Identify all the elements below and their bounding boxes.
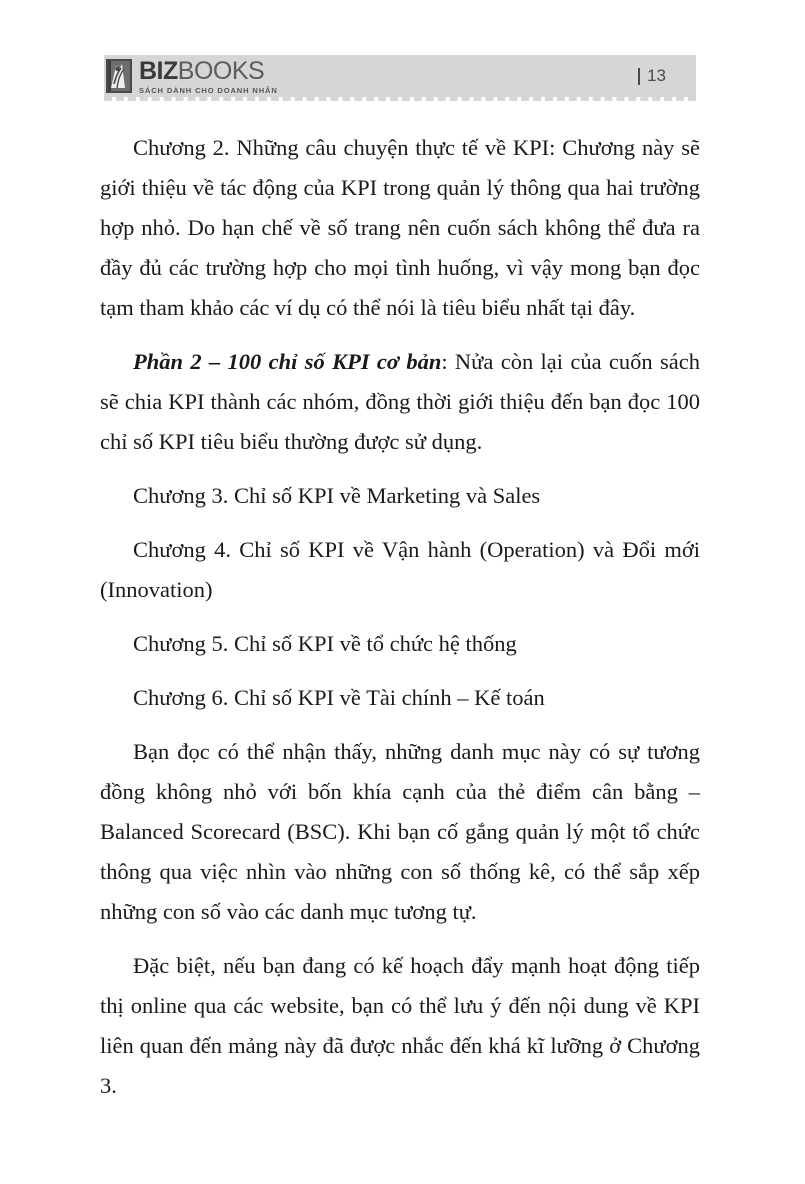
page-header-band [104,55,696,97]
page-number [638,66,696,86]
paragraph-ban-doc: Bạn đọc có thể nhận thấy, những danh mục này có sự tương đồng không nhỏ với bốn khía cạnh của thẻ điểm cân bằng – Balanced Scorecard (BSC). Khi bạn cố gắng quản lý một tổ chức thông qua việc nhìn vào những con số thống kê, có thể sắp xếp những con số vào các danh mục tương tự. [100,739,700,924]
brand-name [139,59,278,84]
body-text-column [100,128,700,1106]
folio-divider-icon [638,68,640,85]
paragraph-chuong-4: Chương 4. Chỉ số KPI về Vận hành (Operation) và Đổi mới (Innovation) [100,537,700,602]
paragraph-chuong-6: Chương 6. Chỉ số KPI về Tài chính – Kế toán [133,685,545,710]
brand-tagline: SÁCH DÀNH CHO DOANH NHÂN [139,86,278,95]
page-number-value: 13 [647,66,666,85]
bizbooks-logo [104,55,278,97]
paragraph-chuong-3: Chương 3. Chỉ số KPI về Marketing và Sales [133,483,541,508]
paragraph-lead-in: Phần 2 – 100 chỉ số KPI cơ bản [133,349,442,374]
paragraph-dac-biet: Đặc biệt, nếu bạn đang có kế hoạch đẩy mạnh hoạt động tiếp thị online qua các website, bạn có thể lưu ý đến nội dung về KPI liên quan đến mảng này đã được nhắc đến khá kĩ lưỡng ở Chương 3. [100,953,700,1098]
book-logo-icon [105,58,133,94]
paragraph-chuong-5: Chương 5. Chỉ số KPI về tổ chức hệ thống [133,631,517,656]
paragraph-body-text: : Nửa còn lại của cuốn sách sẽ chia KPI thành các nhóm, đồng thời giới thiệu đến bạn đọc 100 chỉ số KPI tiêu biểu thường được sử dụng. [100,349,700,454]
paragraph-phan-2 [100,342,700,462]
brand-wordmark [139,59,278,95]
brand-name-biz: BIZ [139,57,178,85]
brand-name-books: BOOKS [177,57,265,85]
paragraph-chuong-2: Chương 2. Những câu chuyện thực tế về KPI: Chương này sẽ giới thiệu về tác động của KPI trong quản lý thông qua hai trường hợp nhỏ. Do hạn chế về số trang nên cuốn sách không thể đưa ra đầy đủ các trường hợp cho mọi tình huống, vì vậy mong bạn đọc tạm tham khảo các ví dụ có thể nói là tiêu biểu nhất tại đây. [100,135,700,320]
